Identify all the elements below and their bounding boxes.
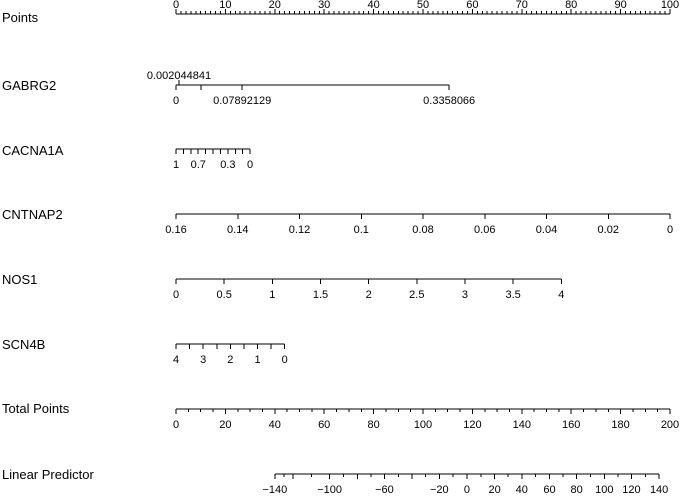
points-tick-label: 10	[219, 0, 232, 11]
cacna1a-tick-label: 1	[172, 159, 180, 171]
points-label: Points	[2, 10, 39, 25]
points-tick-label: 90	[614, 0, 627, 11]
points-tick-label: 20	[268, 0, 281, 11]
total-points-tick-label: 0	[172, 419, 180, 431]
points-tick-label: 60	[466, 0, 479, 11]
linear-predictor-tick-label: −20	[429, 484, 449, 496]
total-points-tick-label: 200	[660, 419, 680, 431]
nos1-label: NOS1	[2, 272, 38, 287]
scn4b-tick-label: 0	[281, 354, 288, 366]
linear-predictor-tick-label: −60	[375, 484, 394, 496]
linear-predictor-tick-label: 120	[622, 484, 641, 496]
scn4b-tick-label: 2	[227, 354, 234, 366]
linear-predictor-tick-label: −100	[317, 484, 343, 496]
total-points-label: Total Points	[2, 401, 70, 416]
cacna1a-tick-label: 0.3	[220, 159, 236, 171]
linear-predictor-tick-label: 100	[595, 484, 614, 496]
gabrg2-tick-label: 0.3358066	[423, 95, 476, 107]
nos1-tick-label: 3	[461, 289, 469, 301]
cacna1a-tick-label: 0	[247, 159, 254, 171]
linear-predictor-tick-label: 0	[463, 484, 471, 496]
linear-predictor-tick-label: 20	[488, 484, 501, 496]
cntnap2-tick-label: 0.1	[353, 224, 369, 236]
total-points-tick-label: 60	[318, 419, 331, 431]
cntnap2-tick-label: 0.04	[535, 224, 558, 236]
cntnap2-tick-label: 0.12	[288, 224, 311, 236]
total-points-tick-label: 160	[562, 419, 581, 431]
cacna1a-label: CACNA1A	[2, 143, 64, 158]
cntnap2-tick-label: 0.14	[227, 224, 249, 236]
linear-predictor-label: Linear Predictor	[2, 467, 94, 482]
total-points-tick-label: 40	[268, 419, 281, 431]
cntnap2-tick-label: 0.02	[597, 224, 619, 236]
linear-predictor-tick-label: −140	[262, 484, 288, 496]
gabrg2-label: GABRG2	[2, 78, 57, 93]
gabrg2-tick-label: 0.002044841	[146, 70, 212, 82]
cntnap2-tick-label: 0	[666, 224, 674, 236]
nos1-tick-label: 0.5	[216, 289, 232, 301]
scn4b-tick-label: 3	[200, 354, 207, 366]
nos1-tick-label: 0	[172, 289, 180, 301]
points-tick-label: 50	[416, 0, 430, 11]
cacna1a-tick-label: 0.7	[190, 159, 206, 171]
total-points-tick-label: 140	[512, 419, 531, 431]
gabrg2-tick-label: 0.07892129	[213, 95, 272, 107]
points-tick-label: 70	[515, 0, 528, 11]
points-tick-label: 40	[367, 0, 380, 11]
scn4b-label: SCN4B	[2, 337, 46, 352]
points-tick-label: 30	[318, 0, 331, 11]
nos1-tick-label: 3.5	[505, 289, 521, 301]
linear-predictor-tick-label: 140	[649, 484, 669, 496]
cntnap2-tick-label: 0.08	[412, 224, 434, 236]
nos1-tick-label: 4	[558, 289, 565, 301]
total-points-tick-label: 180	[611, 419, 630, 431]
scn4b-tick-label: 4	[172, 354, 180, 366]
gabrg2-tick-label: 0	[172, 95, 180, 107]
nos1-tick-label: 2.5	[409, 289, 425, 301]
total-points-tick-label: 120	[463, 419, 482, 431]
scn4b-tick-label: 1	[254, 354, 261, 366]
total-points-tick-label: 20	[219, 419, 232, 431]
points-tick-label: 100	[660, 0, 680, 11]
linear-predictor-tick-label: 40	[515, 484, 528, 496]
linear-predictor-tick-label: 60	[543, 484, 556, 496]
points-tick-label: 0	[172, 0, 180, 11]
nos1-tick-label: 2	[365, 289, 372, 301]
linear-predictor-tick-label: 80	[570, 484, 583, 496]
points-tick-label: 80	[565, 0, 578, 11]
nos1-tick-label: 1	[269, 289, 276, 301]
total-points-tick-label: 100	[413, 419, 433, 431]
cntnap2-label: CNTNAP2	[2, 207, 63, 222]
total-points-tick-label: 80	[367, 419, 380, 431]
nos1-tick-label: 1.5	[312, 289, 329, 301]
cntnap2-tick-label: 0.16	[165, 224, 187, 236]
cntnap2-tick-label: 0.06	[474, 224, 496, 236]
